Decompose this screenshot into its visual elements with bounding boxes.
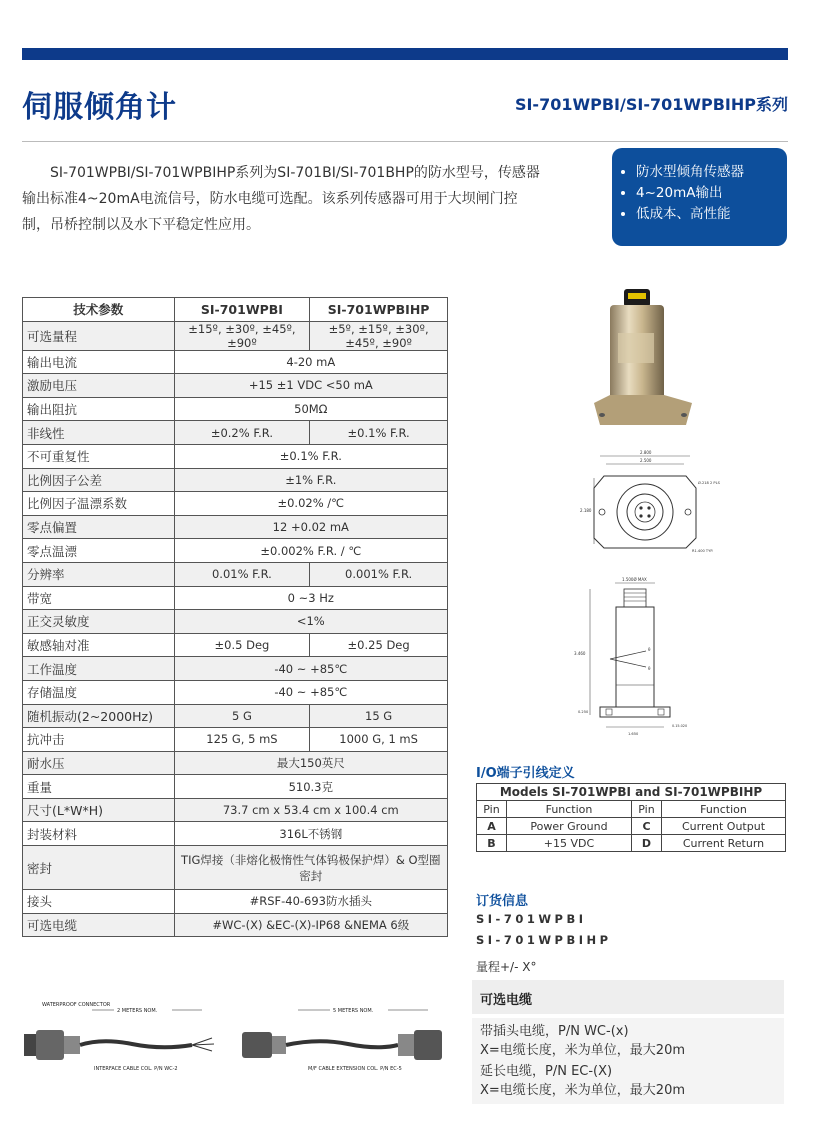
spec-param: 不可重复性 (23, 444, 175, 468)
spec-value: 125 G, 5 mS (174, 728, 310, 752)
dim-base: 0.250 (578, 710, 589, 714)
spec-row (23, 680, 448, 704)
spec-value: 73.7 cm x 53.4 cm x 100.4 cm (174, 798, 447, 822)
spec-value: 0 ~3 Hz (174, 586, 447, 610)
feature-box (612, 148, 787, 246)
feature-item: • 低成本、高性能 (636, 204, 777, 225)
cable-item-desc: X=电缆长度，米为单位，最大20m (480, 1043, 686, 1058)
spec-value: ±0.2% F.R. (174, 421, 310, 445)
spec-param: 存储温度 (23, 680, 175, 704)
spec-row (23, 468, 448, 492)
io-title: I/O端子引线定义 (476, 766, 575, 781)
io-pin: D (632, 835, 662, 852)
spec-row (23, 846, 448, 890)
spec-param: 耐水压 (23, 751, 175, 775)
spec-value: 50MΩ (174, 397, 447, 421)
spec-row (23, 775, 448, 799)
spec-value: 4-20 mA (174, 350, 447, 374)
spec-row (23, 321, 448, 350)
io-pin: A (477, 818, 507, 835)
series-title: SI-701WPBI/SI-701WPBIHP系列 (514, 95, 788, 114)
cable-length-label: 5 METERS NOM. (333, 1008, 374, 1014)
extension-cable-drawing (238, 998, 448, 1086)
spec-param: 敏感轴对准 (23, 633, 175, 657)
spec-value: 15 G (310, 704, 448, 728)
dim-height: 2.180 (580, 508, 592, 513)
spec-value: #RSF-40-693防水插头 (174, 890, 447, 914)
radius-note: R1.400 TYP. (692, 549, 714, 553)
spec-param: 输出电流 (23, 350, 175, 374)
spec-param: 零点偏置 (23, 515, 175, 539)
spec-param: 分辨率 (23, 562, 175, 586)
spec-table-body (23, 321, 448, 937)
spec-row (23, 728, 448, 752)
spec-header-model-b: SI-701WPBIHP (310, 298, 448, 322)
spec-param: 工作温度 (23, 657, 175, 681)
spec-value: 12 +0.02 mA (174, 515, 447, 539)
order-model: SI-701WPBIHP (476, 933, 612, 947)
spec-value: ±15º, ±30º, ±45º, ±90º (174, 321, 310, 350)
order-range: 量程+/- X° (476, 960, 537, 974)
cable-item-desc: X=电缆长度，米为单位，最大20m (480, 1083, 686, 1098)
spec-row (23, 350, 448, 374)
spec-header-param: 技术参数 (23, 298, 175, 322)
sensor-photo (588, 285, 698, 435)
spec-table (22, 297, 448, 937)
feature-item: • 防水型倾角传感器 (636, 162, 777, 183)
io-function: Current Output (662, 818, 786, 835)
spec-value: 510.3克 (174, 775, 447, 799)
spec-row (23, 610, 448, 634)
spec-row (23, 633, 448, 657)
header-divider (22, 141, 788, 142)
spec-value: -40 ~ +85℃ (174, 680, 447, 704)
spec-value: ±0.25 Deg (310, 633, 448, 657)
spec-row (23, 539, 448, 563)
spec-row (23, 890, 448, 914)
spec-row (23, 562, 448, 586)
spec-param: 密封 (23, 846, 175, 890)
spec-row (23, 492, 448, 516)
spec-row (23, 751, 448, 775)
io-function: +15 VDC (507, 835, 632, 852)
spec-value: 0.01% F.R. (174, 562, 310, 586)
spec-row (23, 586, 448, 610)
cable-item-name: 带插头电缆，P/N WC-(x) (480, 1024, 629, 1039)
spec-value: ±0.1% F.R. (174, 444, 447, 468)
spec-param: 非线性 (23, 421, 175, 445)
order-title: 订货信息 (476, 894, 529, 909)
dim-top: 1.500Ø MAX (622, 577, 647, 582)
spec-value: 最大150英尺 (174, 751, 447, 775)
io-function: Power Ground (507, 818, 632, 835)
io-col-header: Function (662, 801, 786, 818)
side-view-drawing (560, 575, 710, 740)
spec-param: 激励电压 (23, 374, 175, 398)
dim-inner: 2.500 (640, 458, 652, 463)
io-pin: C (632, 818, 662, 835)
io-col-header: Pin (632, 801, 662, 818)
spec-row (23, 444, 448, 468)
io-pin: B (477, 835, 507, 852)
spec-row (23, 515, 448, 539)
io-function: Current Return (662, 835, 786, 852)
spec-value: -40 ~ +85℃ (174, 657, 447, 681)
dim-foot: 1.650 (628, 732, 639, 736)
spec-row (23, 657, 448, 681)
cable-item (472, 1058, 784, 1104)
spec-param: 重量 (23, 775, 175, 799)
io-col-header: Pin (477, 801, 507, 818)
io-col-header: Function (507, 801, 632, 818)
spec-value: TIG焊接（非熔化极惰性气体钨极保护焊）& O型圈密封 (174, 846, 447, 890)
spec-param: 可选电缆 (23, 913, 175, 937)
spec-header-model-a: SI-701WPBI (174, 298, 310, 322)
spec-row (23, 798, 448, 822)
spec-row (23, 397, 448, 421)
cable-length-label: 2 METERS NOM. (117, 1008, 158, 1014)
axis-b: θ (648, 666, 651, 671)
cable-item-name: 延长电缆，P/N EC-(X) (480, 1064, 613, 1079)
spec-value: +15 ±1 VDC <50 mA (174, 374, 447, 398)
spec-param: 可选量程 (23, 321, 175, 350)
spec-value: <1% (174, 610, 447, 634)
spec-value: 0.001% F.R. (310, 562, 448, 586)
cable-part-label: M/F CABLE EXTENSION COL. P/N EC-5 (308, 1066, 402, 1072)
spec-param: 正交灵敏度 (23, 610, 175, 634)
spec-param: 封装材料 (23, 822, 175, 846)
top-banner-bar (22, 48, 788, 60)
spec-param: 带宽 (23, 586, 175, 610)
spec-row (23, 421, 448, 445)
feature-item: • 4~20mA输出 (636, 183, 777, 204)
dim-height-side: 3.460 (574, 651, 586, 656)
spec-value: 5 G (174, 704, 310, 728)
spec-value: ±1% F.R. (174, 468, 447, 492)
spec-row (23, 822, 448, 846)
axis-a: θ (648, 647, 651, 652)
spec-param: 抗冲击 (23, 728, 175, 752)
spec-value: 316L不锈钢 (174, 822, 447, 846)
io-table (476, 783, 786, 852)
spec-value: #WC-(X) &EC-(X)-IP68 &NEMA 6级 (174, 913, 447, 937)
order-model: SI-701WPBI (476, 912, 587, 926)
interface-cable-drawing (22, 998, 222, 1086)
cable-part-label: INTERFACE CABLE COL. P/N WC-2 (94, 1066, 178, 1072)
connector-label: WATERPROOF CONNECTOR (42, 1002, 111, 1008)
spec-param: 比例因子公差 (23, 468, 175, 492)
cable-title: 可选电缆 (472, 980, 784, 1014)
spec-value: ±5º, ±15º, ±30º, ±45º, ±90º (310, 321, 448, 350)
spec-param: 零点温漂 (23, 539, 175, 563)
hole-note: Ø.218 2 PLS (698, 481, 720, 485)
spec-row (23, 374, 448, 398)
dim-width: 2.800 (640, 450, 652, 455)
spec-row (23, 913, 448, 937)
spec-value: ±0.02% /℃ (174, 492, 447, 516)
intro-paragraph: SI-701WPBI/SI-701WPBIHP系列为SI-701BI/SI-701BHP的防水型号，传感器输出标准4~20mA电流信号，防水电缆可选配。该系列传感器可用于大坝闸门控制，吊桥控制以及水下平稳定性应用。 (22, 165, 540, 233)
spec-value: ±0.5 Deg (174, 633, 310, 657)
spec-value: ±0.002% F.R. / ℃ (174, 539, 447, 563)
page-title: 伺服倾角计 (22, 90, 177, 125)
dim-right: 0.15.020 (672, 724, 688, 728)
spec-param: 比例因子温漂系数 (23, 492, 175, 516)
spec-param: 尺寸(L*W*H) (23, 798, 175, 822)
spec-param: 输出阻抗 (23, 397, 175, 421)
spec-value: ±0.1% F.R. (310, 421, 448, 445)
spec-value: 1000 G, 1 mS (310, 728, 448, 752)
spec-param: 随机振动(2~2000Hz) (23, 704, 175, 728)
spec-row (23, 704, 448, 728)
io-caption: Models SI-701WPBI and SI-701WPBIHP (477, 784, 786, 801)
spec-param: 接头 (23, 890, 175, 914)
top-view-drawing (570, 448, 720, 558)
